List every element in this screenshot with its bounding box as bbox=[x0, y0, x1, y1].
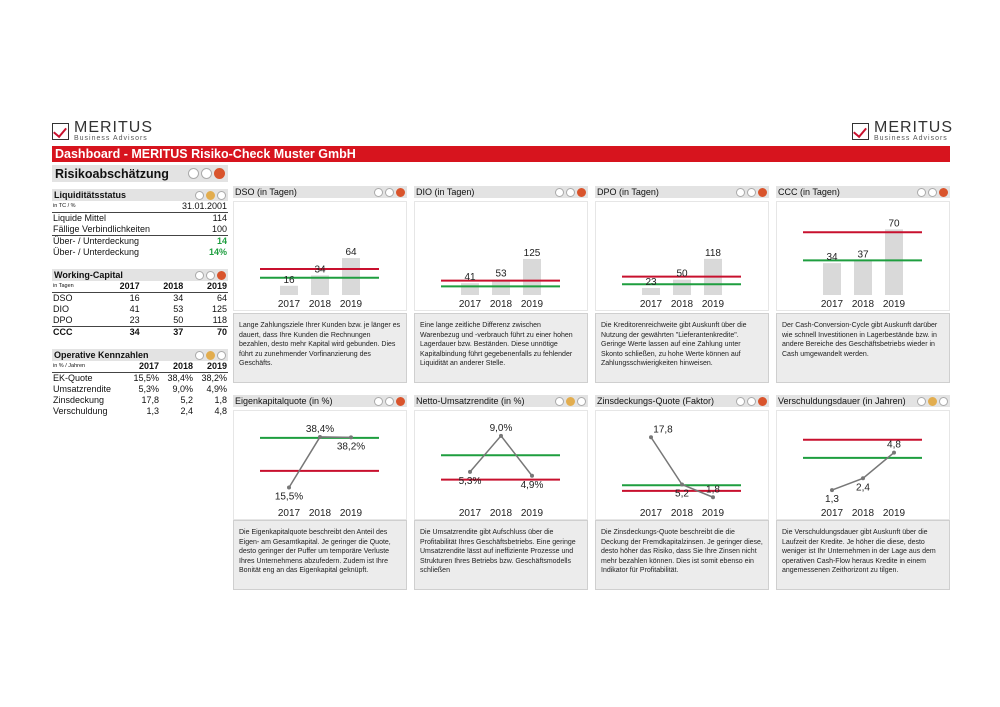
chart-title: Zinsdeckungs-Quote (Faktor) bbox=[597, 396, 715, 406]
working-capital-header bbox=[52, 269, 228, 281]
chart-panel bbox=[595, 395, 769, 520]
chart-traffic-light bbox=[917, 397, 948, 406]
table-row bbox=[52, 395, 228, 406]
chart-traffic-light bbox=[555, 397, 586, 406]
dashboard-title: Dashboard - MERITUS Risiko-Check Muster GmbH bbox=[52, 146, 950, 162]
row-value: 125 bbox=[211, 304, 227, 314]
status-off-icon bbox=[577, 397, 586, 406]
status-off-icon bbox=[217, 191, 226, 200]
chart-area bbox=[233, 410, 407, 520]
data-label: 38,4% bbox=[305, 423, 335, 435]
row-value: 100 bbox=[211, 224, 227, 234]
row-value: 5,3% bbox=[138, 384, 160, 394]
chart-traffic-light bbox=[736, 188, 767, 197]
chart-title: DIO (in Tagen) bbox=[416, 187, 475, 197]
year-header: 2019 bbox=[194, 361, 228, 373]
data-label: 15,5% bbox=[274, 491, 304, 503]
chart-header bbox=[414, 186, 588, 198]
status-off-icon bbox=[206, 271, 215, 280]
row-value: 70 bbox=[184, 327, 228, 339]
x-tick-label: 2018 bbox=[308, 299, 332, 310]
x-tick-label: 2017 bbox=[458, 299, 482, 310]
x-tick-label: 2019 bbox=[882, 508, 906, 519]
chart-traffic-light bbox=[374, 397, 405, 406]
bar bbox=[492, 280, 510, 295]
chart-traffic-light bbox=[917, 188, 948, 197]
status-off-icon bbox=[917, 188, 926, 197]
bar bbox=[523, 259, 541, 295]
table-row bbox=[52, 373, 228, 385]
status-off-icon bbox=[747, 188, 756, 197]
chart-title: Netto-Umsatzrendite (in %) bbox=[416, 396, 525, 406]
row-value: 4,8 bbox=[214, 406, 227, 416]
data-label: 118 bbox=[705, 247, 721, 259]
year-header: 2019 bbox=[184, 281, 228, 293]
chart-header bbox=[414, 395, 588, 407]
status-off-icon bbox=[374, 397, 383, 406]
year-header: 2018 bbox=[141, 281, 185, 293]
chart-svg bbox=[415, 202, 587, 310]
chart-area bbox=[414, 201, 588, 311]
row-value: 17,8 bbox=[141, 395, 160, 405]
chart-area bbox=[233, 201, 407, 311]
x-tick-label: 2019 bbox=[339, 299, 363, 310]
data-label: 64 bbox=[345, 247, 357, 259]
row-value: 38,4% bbox=[167, 373, 194, 383]
unit-label: in % / Jahren bbox=[52, 361, 126, 373]
chart-traffic-light bbox=[555, 188, 586, 197]
status-red-icon bbox=[939, 188, 948, 197]
status-off-icon bbox=[555, 397, 564, 406]
chart-area bbox=[414, 410, 588, 520]
row-value: 1,8 bbox=[214, 395, 227, 405]
data-label: 5,2 bbox=[675, 488, 689, 500]
data-label: 4,8 bbox=[887, 439, 901, 451]
liquidity-date: 31.01.2001 bbox=[171, 201, 228, 213]
status-off-icon bbox=[555, 188, 564, 197]
data-point bbox=[861, 476, 865, 480]
status-orange-icon bbox=[566, 397, 575, 406]
data-label: 4,9% bbox=[520, 479, 544, 491]
row-label: Verschuldung bbox=[53, 406, 108, 416]
data-point bbox=[892, 451, 896, 455]
liquidity-table bbox=[52, 201, 228, 258]
chart-svg bbox=[415, 411, 587, 519]
bar bbox=[854, 260, 872, 295]
table-row bbox=[52, 293, 228, 305]
row-value: 34 bbox=[173, 293, 184, 303]
status-off-icon bbox=[374, 188, 383, 197]
data-label: 23 bbox=[645, 276, 657, 288]
unit-label: in TC / % bbox=[52, 201, 171, 213]
chart-traffic-light bbox=[736, 397, 767, 406]
row-value: 114 bbox=[212, 213, 227, 223]
status-off-icon bbox=[939, 397, 948, 406]
chart-header bbox=[595, 395, 769, 407]
x-tick-label: 2017 bbox=[639, 299, 663, 310]
chart-panel bbox=[776, 395, 950, 520]
chart-area bbox=[776, 410, 950, 520]
data-label: 38,2% bbox=[336, 441, 366, 453]
data-label: 5,3% bbox=[458, 475, 482, 487]
bar bbox=[342, 258, 360, 295]
liquidity-title: Liquiditätsstatus bbox=[54, 190, 127, 200]
working-capital-table bbox=[52, 281, 228, 338]
status-red-icon bbox=[577, 188, 586, 197]
status-off-icon bbox=[195, 351, 204, 360]
row-label: DPO bbox=[53, 315, 73, 325]
x-tick-label: 2019 bbox=[520, 508, 544, 519]
year-header: 2017 bbox=[97, 281, 141, 293]
status-red-icon bbox=[217, 271, 226, 280]
working-capital-title: Working-Capital bbox=[54, 270, 123, 280]
row-value: 4,9% bbox=[206, 384, 227, 394]
chart-header bbox=[233, 395, 407, 407]
chart-header bbox=[233, 186, 407, 198]
chart-panel bbox=[595, 186, 769, 311]
liquidity-traffic-light bbox=[195, 191, 226, 200]
row-value: 23 bbox=[129, 315, 140, 325]
table-row bbox=[52, 384, 228, 395]
logo-brand: MERITUS bbox=[74, 119, 153, 136]
chart-panel bbox=[414, 395, 588, 520]
status-off-icon bbox=[195, 271, 204, 280]
chart-title: DPO (in Tagen) bbox=[597, 187, 659, 197]
chart-description: Lange Zahlungsziele Ihrer Kunden bzw. je länger es dauert, dass Ihre Kunden die Rechnungen bezahlen, desto mehr Kapital wird gebunden. Dies führt zu zunehmender Vorfinanzierung des Geschäfts. bbox=[233, 313, 407, 383]
row-label: Über- / Unterdeckung bbox=[53, 247, 140, 257]
row-label: DSO bbox=[53, 293, 73, 303]
chart-header bbox=[776, 186, 950, 198]
chart-description: Die Verschuldungsdauer gibt Auskunft über die Laufzeit der Kredite. Je höher die diese, desto weniger ist Ihr Unternehmen in der Lage aus dem operativen Cash-Flow heraus Kredite in einem angemessenen Zeithorizont zu tilgen. bbox=[776, 520, 950, 590]
status-off-icon bbox=[736, 397, 745, 406]
row-value: 9,0% bbox=[172, 384, 194, 394]
x-tick-label: 2017 bbox=[639, 508, 663, 519]
meritus-logo-left bbox=[52, 120, 153, 143]
logo-subtitle: Business Advisors bbox=[874, 135, 948, 142]
x-tick-label: 2019 bbox=[339, 508, 363, 519]
chart-svg bbox=[234, 202, 406, 310]
data-label: 17,8 bbox=[653, 424, 673, 436]
data-label: 50 bbox=[676, 268, 688, 280]
row-value: 15,5% bbox=[133, 373, 160, 383]
x-tick-label: 2019 bbox=[520, 299, 544, 310]
status-off-icon bbox=[188, 168, 199, 179]
chart-panel bbox=[233, 395, 407, 520]
risk-panel bbox=[52, 165, 228, 417]
data-label: 70 bbox=[888, 218, 900, 230]
data-point bbox=[287, 485, 291, 489]
row-value: 14 bbox=[171, 236, 228, 248]
chart-description: Der Cash-Conversion-Cycle gibt Auskunft darüber wie schnell Investitionen in Lagerbestände bzw. in andere Bereiche des Geschäftsbetriebs wieder in Cash umgewandelt werden. bbox=[776, 313, 950, 383]
data-label: 9,0% bbox=[489, 422, 513, 434]
status-off-icon bbox=[917, 397, 926, 406]
x-tick-label: 2018 bbox=[851, 299, 875, 310]
row-label: Liquide Mittel bbox=[53, 213, 107, 223]
x-tick-label: 2017 bbox=[277, 299, 301, 310]
chart-title: Eigenkapitalquote (in %) bbox=[235, 396, 333, 406]
row-value: 16 bbox=[129, 293, 140, 303]
status-off-icon bbox=[566, 188, 575, 197]
data-label: 2,4 bbox=[856, 482, 870, 494]
operative-title: Operative Kennzahlen bbox=[54, 350, 149, 360]
data-label: 1,3 bbox=[825, 494, 839, 506]
data-point bbox=[499, 434, 503, 438]
chart-description: Die Zinsdeckungs-Quote beschreibt die die Deckung der Fremdkapitalzinsen. Je geringer diese, desto höher das Risiko, dass Sie Ihre Zinsen nicht mehr bezahlen können. Dies ist somit ebenso ein Indikator für Profitabilität. bbox=[595, 520, 769, 590]
chart-svg bbox=[234, 411, 406, 519]
row-value: 14% bbox=[208, 247, 227, 257]
operative-traffic-light bbox=[195, 351, 226, 360]
data-label: 34 bbox=[826, 252, 838, 264]
chart-panel bbox=[233, 186, 407, 311]
risk-traffic-light bbox=[188, 168, 225, 179]
status-off-icon bbox=[736, 188, 745, 197]
row-label: Fällige Verbindlichkeiten bbox=[53, 224, 151, 234]
chart-header bbox=[776, 395, 950, 407]
bar bbox=[885, 229, 903, 295]
risk-assessment-title: Risikoabschätzung bbox=[55, 166, 169, 181]
chart-panel bbox=[776, 186, 950, 311]
x-tick-label: 2017 bbox=[820, 299, 844, 310]
table-row bbox=[52, 224, 228, 236]
logo-brand: MERITUS bbox=[874, 119, 953, 136]
x-tick-label: 2019 bbox=[882, 299, 906, 310]
chart-svg bbox=[596, 202, 768, 310]
row-label: Zinsdeckung bbox=[53, 395, 105, 405]
row-value: 41 bbox=[129, 304, 140, 314]
meritus-logo-mark-icon bbox=[52, 123, 69, 140]
row-label: CCC bbox=[52, 327, 97, 339]
year-header: 2017 bbox=[126, 361, 160, 373]
row-value: 38,2% bbox=[201, 373, 227, 383]
data-label: 16 bbox=[283, 274, 295, 286]
chart-title: Verschuldungsdauer (in Jahren) bbox=[778, 396, 906, 406]
status-red-icon bbox=[758, 397, 767, 406]
status-red-icon bbox=[758, 188, 767, 197]
data-label: 1,8 bbox=[706, 484, 720, 496]
status-off-icon bbox=[385, 397, 394, 406]
chart-area bbox=[595, 201, 769, 311]
status-off-icon bbox=[195, 191, 204, 200]
chart-title: DSO (in Tagen) bbox=[235, 187, 297, 197]
year-header: 2018 bbox=[160, 361, 194, 373]
table-row bbox=[52, 304, 228, 315]
row-value: 64 bbox=[216, 293, 227, 303]
chart-svg bbox=[596, 411, 768, 519]
data-point bbox=[711, 495, 715, 499]
data-point bbox=[649, 435, 653, 439]
bar bbox=[461, 283, 479, 295]
chart-title: CCC (in Tagen) bbox=[778, 187, 840, 197]
table-header-row bbox=[52, 361, 228, 373]
table-row bbox=[52, 201, 228, 213]
x-tick-label: 2018 bbox=[851, 508, 875, 519]
chart-description: Die Umsatzrendite gibt Aufschluss über die Profitabilität Ihres Geschäftsbetriebs. Eine geringe Umsatzrendite lässt auf ineffiziente Prozesse und Strukturen Ihres Betriebs bzw. Geschäftsmodells schließen bbox=[414, 520, 588, 590]
meritus-logo-right bbox=[852, 120, 953, 143]
status-off-icon bbox=[928, 188, 937, 197]
x-tick-label: 2018 bbox=[308, 508, 332, 519]
status-red-icon bbox=[214, 168, 225, 179]
data-label: 41 bbox=[464, 272, 476, 284]
x-tick-label: 2018 bbox=[670, 299, 694, 310]
risk-assessment-header bbox=[52, 165, 228, 182]
status-off-icon bbox=[217, 351, 226, 360]
table-row bbox=[52, 236, 228, 248]
status-orange-icon bbox=[206, 351, 215, 360]
row-value: 37 bbox=[141, 327, 185, 339]
row-label: EK-Quote bbox=[53, 373, 93, 383]
table-row bbox=[52, 213, 228, 225]
data-point bbox=[349, 435, 353, 439]
row-label: Umsatzrendite bbox=[53, 384, 112, 394]
row-value: 2,4 bbox=[180, 406, 194, 416]
x-tick-label: 2018 bbox=[489, 508, 513, 519]
unit-label: in Tagen bbox=[52, 281, 97, 293]
bar bbox=[280, 286, 298, 295]
chart-description: Eine lange zeitliche Differenz zwischen Warenbezug und -verbrauch führt zu einer hohen Lagerdauer bzw. Beständen. Diese unnötige Kapitalbindung führt gegebenenfalls zu fehlender Liquidität an anderer Stelle. bbox=[414, 313, 588, 383]
x-tick-label: 2017 bbox=[820, 508, 844, 519]
data-point bbox=[318, 435, 322, 439]
status-off-icon bbox=[385, 188, 394, 197]
x-tick-label: 2019 bbox=[701, 299, 725, 310]
working-capital-traffic-light bbox=[195, 271, 226, 280]
row-value: 118 bbox=[212, 315, 227, 325]
row-label: Über- / Unterdeckung bbox=[52, 236, 171, 248]
chart-panel bbox=[414, 186, 588, 311]
bar bbox=[673, 280, 691, 295]
bar bbox=[642, 288, 660, 295]
table-row bbox=[52, 247, 228, 258]
data-point bbox=[468, 470, 472, 474]
table-row bbox=[52, 406, 228, 417]
chart-svg bbox=[777, 202, 949, 310]
operative-header bbox=[52, 349, 228, 361]
row-value: 53 bbox=[173, 304, 184, 314]
data-label: 125 bbox=[523, 247, 541, 259]
row-value: 34 bbox=[97, 327, 141, 339]
data-point bbox=[830, 488, 834, 492]
x-tick-label: 2018 bbox=[670, 508, 694, 519]
chart-area bbox=[595, 410, 769, 520]
logo-subtitle: Business Advisors bbox=[74, 135, 148, 142]
table-header-row bbox=[52, 281, 228, 293]
table-row bbox=[52, 327, 228, 339]
liquidity-header bbox=[52, 189, 228, 201]
status-red-icon bbox=[396, 188, 405, 197]
x-tick-label: 2017 bbox=[277, 508, 301, 519]
row-value: 50 bbox=[173, 315, 184, 325]
x-tick-label: 2018 bbox=[489, 299, 513, 310]
chart-svg bbox=[777, 411, 949, 519]
status-red-icon bbox=[396, 397, 405, 406]
x-tick-label: 2017 bbox=[458, 508, 482, 519]
bar bbox=[823, 263, 841, 295]
data-label: 53 bbox=[495, 268, 507, 280]
chart-area bbox=[776, 201, 950, 311]
operative-table bbox=[52, 361, 228, 417]
meritus-logo-mark-icon bbox=[852, 123, 869, 140]
status-off-icon bbox=[201, 168, 212, 179]
data-point bbox=[530, 474, 534, 478]
data-label: 34 bbox=[314, 264, 326, 276]
row-label: DIO bbox=[53, 304, 70, 314]
status-orange-icon bbox=[928, 397, 937, 406]
row-value: 5,2 bbox=[180, 395, 194, 405]
chart-description: Die Kreditorenreichweite gibt Auskunft über die Nutzung der gewährten "Lieferantenkredite". Geringe Werte lassen auf eine Zahlung unter Skonto schließen, zu hohe Werte können auf Zahlungsschwierigkeiten hinweisen. bbox=[595, 313, 769, 383]
row-value: 1,3 bbox=[146, 406, 160, 416]
chart-traffic-light bbox=[374, 188, 405, 197]
chart-description: Die Eigenkapitalquote beschreibt den Anteil des Eigen- am Gesamtkapital. Je geringer die Quote, desto geringer der Puffer um temporäre Verluste Ihres Unternehmens abzufedern. Zudem ist Ihre Bonität eng an das Eigenkapital geknüpft. bbox=[233, 520, 407, 590]
status-off-icon bbox=[747, 397, 756, 406]
data-point bbox=[680, 483, 684, 487]
x-tick-label: 2019 bbox=[701, 508, 725, 519]
data-label: 37 bbox=[857, 249, 869, 261]
status-orange-icon bbox=[206, 191, 215, 200]
chart-header bbox=[595, 186, 769, 198]
table-row bbox=[52, 315, 228, 327]
